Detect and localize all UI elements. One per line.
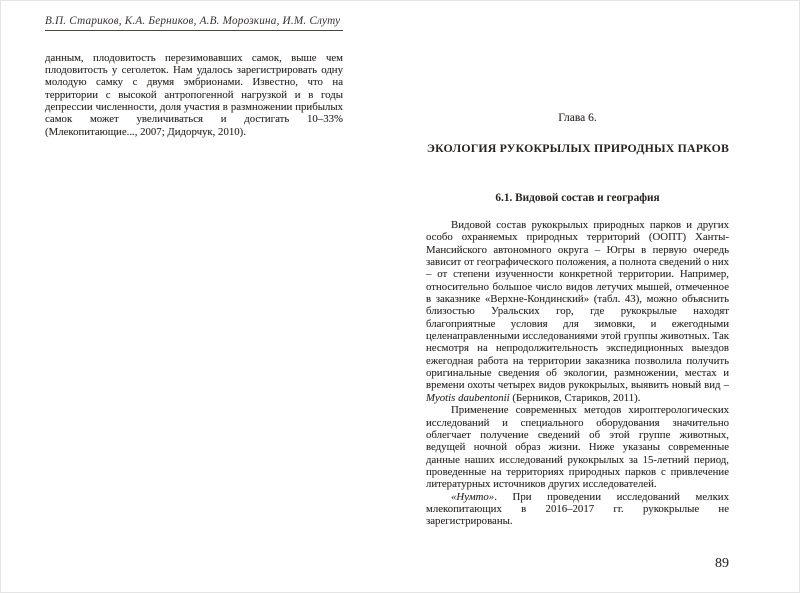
page-number: 89	[715, 556, 729, 571]
running-header-authors: В.П. Стариков, К.А. Берников, А.В. Морозкина, И.М. Слуту	[45, 14, 343, 31]
paragraph-methods	[426, 404, 729, 490]
right-page	[426, 1, 729, 593]
paragraph-numto	[426, 491, 729, 528]
paragraph-citation: (Берников, Стариков, 2011).	[509, 391, 641, 404]
left-page-paragraph: данным, плодовитость перезимовавших самок, выше чем плодовитость у сеголеток. Нам удалось зарегистрировать одну молодую самку с двумя эмбрионами. Известно, что на территории с высокой антропогенной нагрузкой и в годы депрессии численности, доля участия в размножении прибылых самок может увеличиваться и достигать 10–33% (Млекопитающие..., 2007; Дидорчук, 2010).	[45, 51, 343, 138]
paragraph-text: . При проведении исследований мелких млекопитающих в 2016–2017 гг. рукокрылые не зарегистрированы.	[426, 490, 729, 528]
paragraph-species-composition	[426, 219, 729, 404]
body-text	[426, 219, 729, 528]
paragraph-text: Применение современных методов хироптерологических исследований и специального оборудования значительно облегчает получение сведений об этой группе животных, ведущей ночной образ жизни. Ниже указаны современные данные наших исследований рукокрылых за 15-летний период, проведенные на территориях природных парков с привлечение литературных источников других исследователей.	[426, 404, 729, 491]
species-name-italic: Myotis daubentonii	[426, 391, 510, 404]
chapter-label: Глава 6.	[558, 112, 597, 124]
park-name-italic: «Нумто»	[451, 490, 495, 503]
section-heading: 6.1. Видовой состав и география	[495, 192, 660, 204]
paragraph-text: Видовой состав рукокрылых природных парков и других особо охраняемых природных территорий (ООПТ) Ханты-Мансийского автономного округа – Югры в первую очередь зависит от географического положения, а полнота сведений о них – от степени изученности конкретной территории. Например, относительно большое число видов летучих мышей, отмеченное в заказнике «Верхне-Кондинский» (табл. 43), можно объяснить близостью Уральских гор, где рукокрылые находят благоприятные условия для зимовки, и ежегодными целенаправленными исследованиями этой группы животных. Так несмотря на непродолжительность экспедиционных выездов ежегодная работа на территории заказника позволила получить оригинальные сведения об экологии, размножении, местах и времени охоты четырех видов рукокрылых, выявить новый вид –	[426, 219, 729, 392]
chapter-title: ЭКОЛОГИЯ РУКОКРЫЛЫХ ПРИРОДНЫХ ПАРКОВ	[426, 141, 730, 155]
